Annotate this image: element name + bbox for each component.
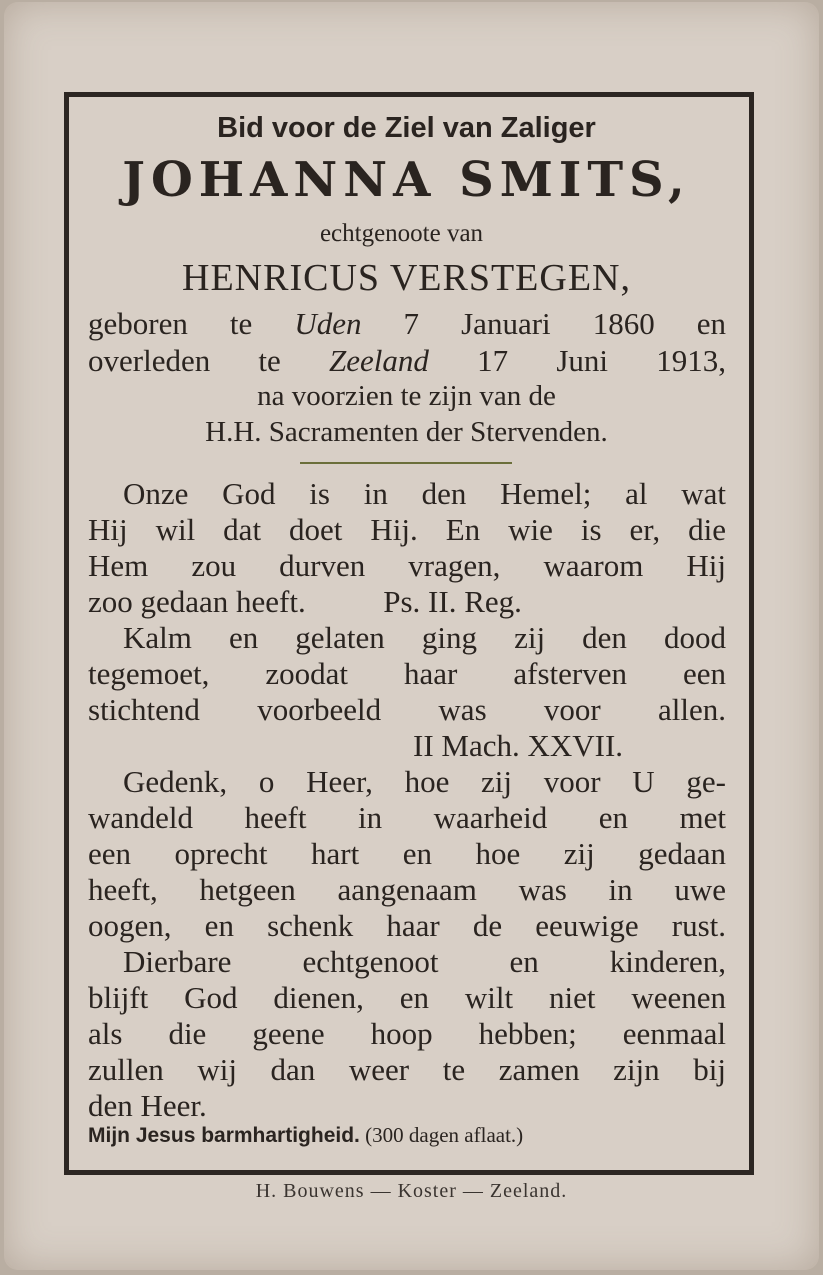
- body-line: den Heer.: [88, 1088, 207, 1123]
- sacraments-line-2: H.H. Sacramenten der Stervenden.: [205, 416, 608, 448]
- body-line: Hij wil dat doet Hij. En wie is er, die: [88, 512, 726, 547]
- printer-credit: H. Bouwens — Koster — Zeeland.: [255, 1180, 568, 1202]
- invocation: Bid voor de Ziel van Zaliger: [217, 112, 596, 144]
- separator-line: [300, 462, 512, 464]
- body-line: een oprecht hart en hoe zij gedaan: [88, 836, 726, 871]
- body-line: wandeld heeft in waarheid en met: [88, 800, 726, 835]
- body-line: heeft, hetgeen aangenaam was in uwe: [88, 872, 726, 907]
- deceased-name: JOHANNA SMITS,: [122, 152, 691, 208]
- body-line: zoo gedaan heeft. Ps. II. Reg.: [88, 584, 522, 619]
- indulgence-line: Mijn Jesus barmhartigheid. (300 dagen aflaat.): [88, 1123, 524, 1147]
- birth-line: geboren te Uden 7 Januari 1860 en: [88, 306, 727, 341]
- body-line: oogen, en schenk haar de eeuwige rust.: [88, 908, 726, 943]
- body-line: zullen wij dan weer te zamen zijn bij: [88, 1052, 726, 1087]
- body-line: tegemoet, zoodat haar afsterven een: [88, 656, 726, 691]
- body-line: Dierbare echtgenoot en kinderen,: [123, 944, 726, 979]
- relation-text: echtgenoote van: [319, 220, 484, 247]
- body-line: Kalm en gelaten ging zij den dood: [123, 620, 726, 655]
- sacraments-line-1: na voorzien te zijn van de: [257, 380, 556, 412]
- body-line: stichtend voorbeeld was voor allen.: [88, 692, 726, 727]
- body-line: blijft God dienen, en wilt niet weenen: [88, 980, 726, 1015]
- body-line: Hem zou durven vragen, waarom Hij: [88, 548, 726, 583]
- body-line: II Mach. XXVII.: [413, 728, 624, 763]
- death-line: overleden te Zeeland 17 Juni 1913,: [88, 343, 726, 378]
- spouse-name: HENRICUS VERSTEGEN,: [182, 257, 631, 299]
- body-line: Gedenk, o Heer, hoe zij voor U ge-: [123, 764, 726, 799]
- body-line: als die geene hoop hebben; eenmaal: [88, 1016, 726, 1051]
- body-line: Onze God is in den Hemel; al wat: [123, 476, 726, 511]
